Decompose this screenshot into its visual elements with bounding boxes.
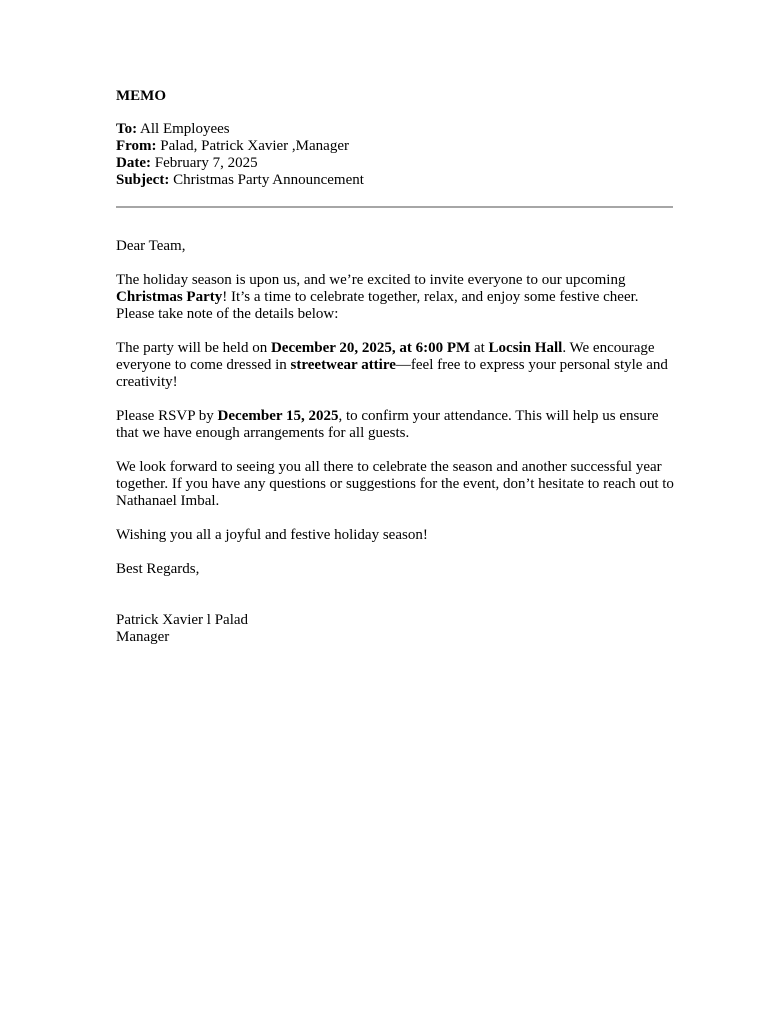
paragraph-contact: We look forward to seeing you all there to celebrate the season and another successful year together. If you have any questions or suggestions for the event, don’t hesitate to reach out to Nathanael Imbal. — [116, 459, 674, 509]
subject-label: Subject: — [116, 172, 170, 188]
greeting: Dear Team, — [116, 238, 186, 254]
signature-name: Patrick Xavier l Palad — [116, 612, 249, 628]
memo-to-line — [116, 121, 676, 138]
p3-text-a: Please RSVP by — [116, 408, 218, 424]
p1-event-name: Christmas Party — [116, 289, 223, 305]
to-label: To: — [116, 121, 138, 137]
paragraph-details — [116, 340, 676, 391]
p1-text-c: ! It’s a time to celebrate together, relax, and enjoy some festive cheer. Please take note of the details below: — [116, 289, 639, 322]
closing: Best Regards, — [116, 561, 200, 577]
from-value: Palad, Patrick Xavier ,Manager — [156, 138, 349, 154]
p2-attire: streetwear attire — [290, 357, 396, 373]
paragraph-invitation — [116, 272, 676, 323]
header-divider — [116, 206, 673, 208]
p3-text-c: , to confirm your attendance. This will help us ensure that we have enough arrangements for all guests. — [116, 408, 659, 441]
p2-text-e: . We encourage everyone to come dressed in — [116, 340, 655, 373]
p2-text-a: The party will be held on — [116, 340, 271, 356]
memo-date-line — [116, 155, 676, 172]
paragraph-rsvp — [116, 408, 676, 442]
memo-subject-line — [116, 172, 676, 189]
from-label: From: — [116, 138, 157, 154]
p2-date-time: December 20, 2025, at 6:00 PM — [270, 340, 471, 356]
p2-text-c: at — [470, 340, 489, 356]
to-value: All Employees — [137, 121, 230, 137]
date-value: February 7, 2025 — [150, 155, 258, 171]
paragraph-wishes: Wishing you all a joyful and festive holiday season! — [116, 527, 428, 543]
signature-title: Manager — [116, 629, 170, 645]
subject-value: Christmas Party Announcement — [169, 172, 364, 188]
memo-document — [116, 87, 676, 646]
p2-text-g: —feel free to express your personal style and creativity! — [116, 357, 668, 390]
signature-block — [116, 612, 676, 646]
p2-venue: Locsin Hall — [488, 340, 563, 356]
p3-rsvp-date: December 15, 2025 — [217, 408, 339, 424]
p1-text-a: The holiday season is upon us, and we’re excited to invite everyone to our upcoming — [116, 272, 626, 288]
memo-title: MEMO — [116, 88, 166, 104]
date-label: Date: — [116, 155, 151, 171]
memo-from-line — [116, 138, 676, 155]
